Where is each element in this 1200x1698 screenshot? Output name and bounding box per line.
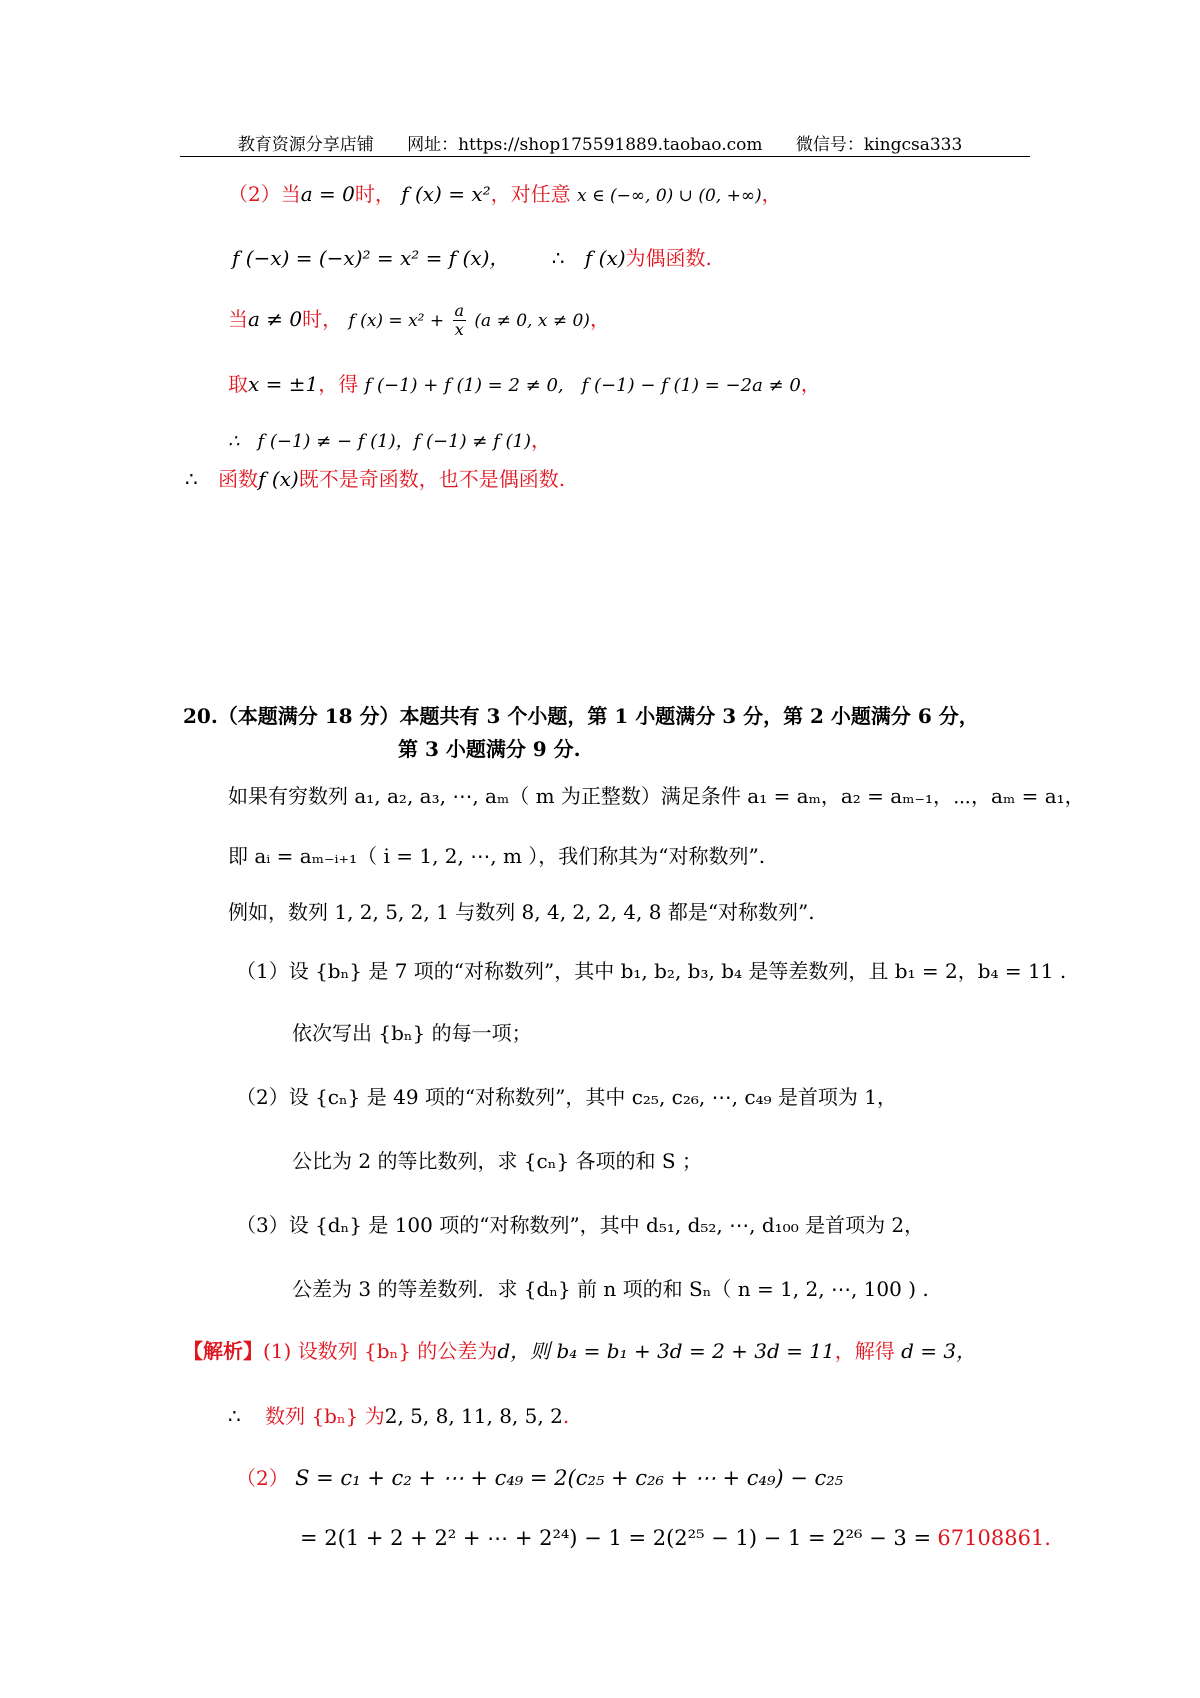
p20-q2-line1: （2）设 {cₙ} 是 49 项的“对称数列”，其中 c₂₅, c₂₆, ⋯, c₄₉ 是首项为 1， (236, 1085, 898, 1109)
text: 取 (228, 372, 248, 396)
math: f (−1) + f (1) = 2 ≠ 0, f (−1) − f (1) = −2a ≠ 0 (364, 375, 801, 396)
p19-line4 (228, 368, 821, 397)
frac-den: x (454, 320, 464, 339)
text: 数列 {bₙ} 为 (265, 1404, 385, 1428)
p20-q3-line1: （3）设 {dₙ} 是 100 项的“对称数列”，其中 d₅₁, d₅₂, ⋯, d₁₀₀ 是首项为 2， (236, 1213, 925, 1237)
math: = 2(1 + 2 + 2² + ⋯ + 2²⁴) − 1 = 2(2²⁵ − 1) − 1 = 2²⁶ − 3 = (300, 1526, 932, 1550)
text: ， (589, 307, 610, 331)
header-website: 网址：https://shop175591889.taobao.com (407, 135, 763, 155)
text: （2） (236, 1466, 289, 1490)
p19-line3 (228, 302, 610, 339)
p20-title-line1: 20.（本题满分 18 分）本题共有 3 个小题，第 1 小题满分 3 分，第 2 小题满分 6 分， (183, 704, 979, 728)
math: ∴ f (−1) ≠ − f (1)，f (−1) ≠ f (1) (228, 431, 531, 452)
p20-definition-1: 如果有穷数列 a₁, a₂, a₃, ⋯, aₘ（ m 为正整数）满足条件 a₁ = aₘ，a₂ = aₘ₋₁，⋯，aₘ = a₁， (228, 784, 1085, 808)
therefore-symbol: ∴ (551, 246, 565, 270)
p20-title-line2: 第 3 小题满分 9 分. (398, 737, 581, 761)
math: a ≠ 0 (248, 307, 303, 331)
text: ， (531, 428, 551, 452)
math: (a ≠ 0, x ≠ 0) (474, 311, 590, 331)
solution-tag: 【解析】 (183, 1339, 263, 1363)
text: ，对任意 (490, 182, 571, 206)
result-value: 67108861. (937, 1526, 1051, 1550)
p20-q3-line2: 公差为 3 的等差数列．求 {dₙ} 前 n 项的和 Sₙ（ n = 1, 2, ⋯, 100 ) . (292, 1277, 929, 1301)
text: 既不是奇函数，也不是偶函数. (298, 467, 566, 491)
text: ， (761, 182, 782, 206)
math: b₄ = b₁ + 3d = 2 + 3d = 11 (556, 1339, 835, 1363)
p20-q1-line1: （1）设 {bₙ} 是 7 项的“对称数列”，其中 b₁, b₂, b₃, b₄ 是等差数列，且 b₁ = 2，b₄ = 11 . (236, 959, 1067, 983)
math: 2, 5, 8, 11, 8, 5, 2 (384, 1404, 563, 1428)
header-shop: 教育资源分享店铺 (237, 135, 374, 155)
page-header (0, 130, 1200, 155)
math: f (x) = x² + (348, 311, 445, 331)
math: f (x) (584, 246, 626, 270)
text: . (562, 1404, 570, 1428)
p20-definition-2: 即 aᵢ = aₘ₋ᵢ₊₁（ i = 1, 2, ⋯, m ），我们称其为“对称数列”. (228, 844, 766, 868)
math: d = 3， (901, 1339, 977, 1363)
text: （2）当 (228, 182, 301, 206)
math: f (−x) = (−x)² = x² = f (x)， (232, 246, 510, 270)
text: ， (800, 372, 821, 396)
text: 时， (302, 307, 343, 331)
frac-num: a (454, 301, 465, 320)
text: (1) 设数列 {bₙ} 的公差为 (263, 1339, 498, 1363)
math: S = c₁ + c₂ + ⋯ + c₄₉ = 2(c₂₅ + c₂₆ + ⋯ + c₄₉) − c₂₅ (295, 1466, 844, 1490)
text: ，得 (318, 372, 359, 396)
fraction (453, 302, 467, 339)
p19-line2 (232, 242, 712, 271)
math: f (x) = x² (401, 182, 491, 206)
p20-q1-line2: 依次写出 {bₙ} 的每一项； (292, 1021, 532, 1045)
solution-line3 (236, 1462, 843, 1491)
text: 当 (228, 307, 248, 331)
math: d，则 (497, 1339, 551, 1363)
math: a = 0 (300, 182, 355, 206)
header-wechat: 微信号：kingcsa333 (795, 135, 963, 155)
solution-line2 (228, 1400, 569, 1429)
text: 时， (354, 182, 395, 206)
solution-line4 (300, 1526, 1051, 1550)
p20-example: 例如，数列 1, 2, 5, 2, 1 与数列 8, 4, 2, 2, 4, 8 都是“对称数列”. (228, 900, 815, 924)
solution-line1 (183, 1335, 976, 1364)
p20-q2-line2: 公比为 2 的等比数列，求 {cₙ} 各项的和 S ； (292, 1149, 702, 1173)
math: f (x) (258, 467, 299, 491)
p19-line6 (185, 463, 565, 492)
text: 为偶函数. (625, 246, 712, 270)
p19-line5 (228, 424, 551, 453)
text: 函数 (218, 467, 259, 491)
math: x = ±1 (248, 372, 319, 396)
therefore-symbol: ∴ (185, 467, 198, 491)
text: ，解得 (834, 1339, 895, 1363)
p19-line1 (228, 178, 782, 207)
therefore-symbol: ∴ (228, 1404, 241, 1428)
math: x ∈ (−∞, 0) ∪ (0, +∞) (577, 186, 762, 206)
header-divider (180, 156, 1030, 157)
